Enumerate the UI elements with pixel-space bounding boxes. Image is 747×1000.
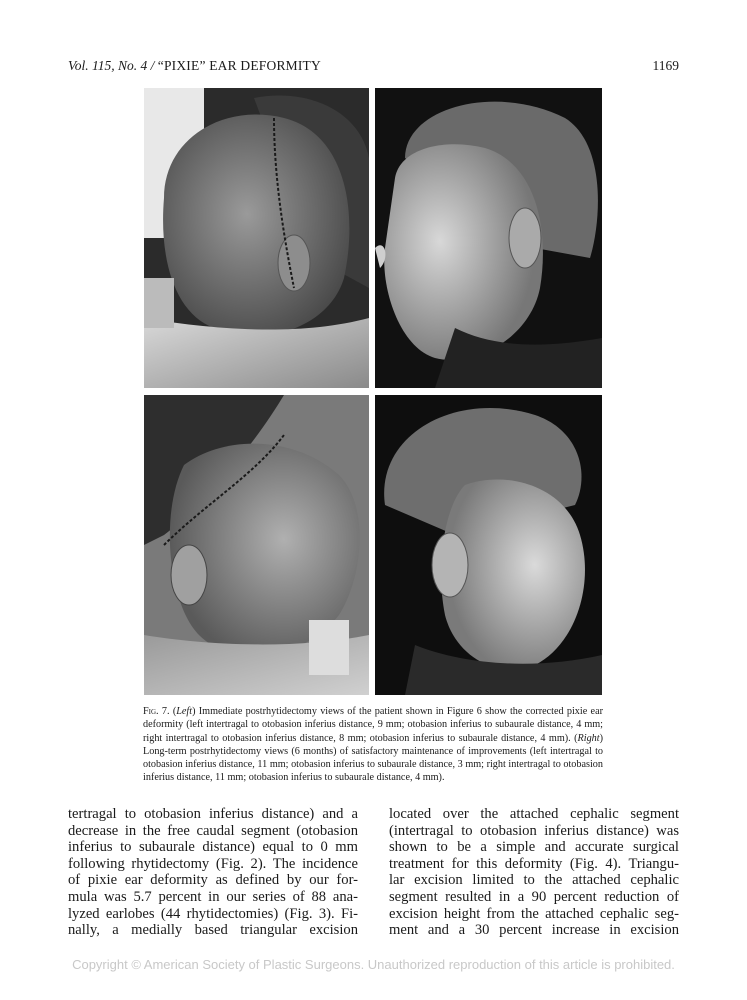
body-line: excision height from the attached cephalic seg- — [389, 905, 679, 922]
body-line: ment and a 30 percent increase in excision — [389, 922, 679, 939]
journal-volume: Vol. 115, No. 4 / — [68, 58, 155, 73]
running-title: “PIXIE” EAR DEFORMITY — [157, 58, 321, 73]
body-line: lar excision limited to the attached cephalic — [389, 872, 679, 889]
body-line: of pixie ear deformity as defined by our for- — [68, 872, 358, 889]
running-header — [68, 58, 679, 76]
caption-left-word: Left — [176, 706, 193, 717]
photo-longterm-postop-left — [375, 395, 602, 695]
body-line: inferius to subaurale distance) equal to 0 mm — [68, 839, 358, 856]
copyright-footer: Copyright © American Society of Plastic Surgeons. Unauthorized reproduction of this article is prohibited. — [72, 957, 675, 972]
body-line: lyzed earlobes (44 rhytidectomies) (Fig. 3). Fi- — [68, 905, 358, 922]
body-line: nally, a medially based triangular excision — [68, 922, 358, 939]
journal-volume-title — [68, 58, 321, 74]
figure-label: Fig. 7. — [143, 706, 170, 717]
body-line: segment resulted in a 90 percent reduction of — [389, 888, 679, 905]
body-right-column — [389, 806, 679, 939]
body-left-column — [68, 806, 358, 939]
body-line: shown to be a simple and accurate surgical — [389, 839, 679, 856]
body-line: tertragal to otobasion inferius distance) and a — [68, 806, 358, 822]
caption-part-1: Immediate postrhytidectomy views of the patient shown in Figure 6 show the corrected pixie ear deformity (left intertragal to otobasion inferius distance, 9 mm; otobasion inferius to subaurale distance, 4 mm; right intertragal to otobasion inferius distance, 8 mm; otobasion inferius to subaurale distance, 4 mm). ( — [143, 706, 603, 744]
body-line: decrease in the free caudal segment (otobasion — [68, 822, 358, 839]
body-line: mula was 5.7 percent in our series of 88 ana- — [68, 888, 358, 905]
body-line: (intertragal to otobasion inferius distance) was — [389, 822, 679, 839]
caption-right-word: Right — [577, 732, 600, 744]
body-line: treatment for this deformity (Fig. 4). Triangu- — [389, 855, 679, 872]
body-line: located over the attached cephalic segment — [389, 806, 679, 822]
page-number: 1169 — [652, 58, 679, 73]
caption-part-2: ) Long-term postrhytidectomy views (6 months) of satisfactory maintenance of improvements (left intertragal to otobasion inferius distance, 11 mm; otobasion inferius to subaurale distance, 3 mm; right intertragal to otobasion inferius distance, 11 mm; otobasion inferius to subaurale distance, 4 mm). — [143, 732, 603, 784]
photo-longterm-postop-right — [375, 88, 602, 388]
photo-immediate-postop-right — [144, 395, 369, 695]
body-line: following rhytidectomy (Fig. 2). The incidence — [68, 855, 358, 872]
figure-caption: Fig. 7. (Left) Immediate postrhytidectomy views of the patient shown in Figure 6 show the corrected pixie ear deformity (left intertragal to otobasion inferius distance, 9 mm; otobasion inferius to subaurale distance, 4 mm; right intertragal to otobasion inferius distance, 8 mm; otobasion inferius to subaurale distance, 4 mm). (Right) Long-term postrhytidectomy views (6 months) of satisfactory maintenance of improvements (left intertragal to otobasion inferius distance, 11 mm; otobasion inferius to subaurale distance, 3 mm; right intertragal to otobasion inferius distance, 11 mm; otobasion inferius to subaurale distance, 4 mm). — [143, 706, 603, 784]
photo-immediate-postop-left — [144, 88, 369, 388]
